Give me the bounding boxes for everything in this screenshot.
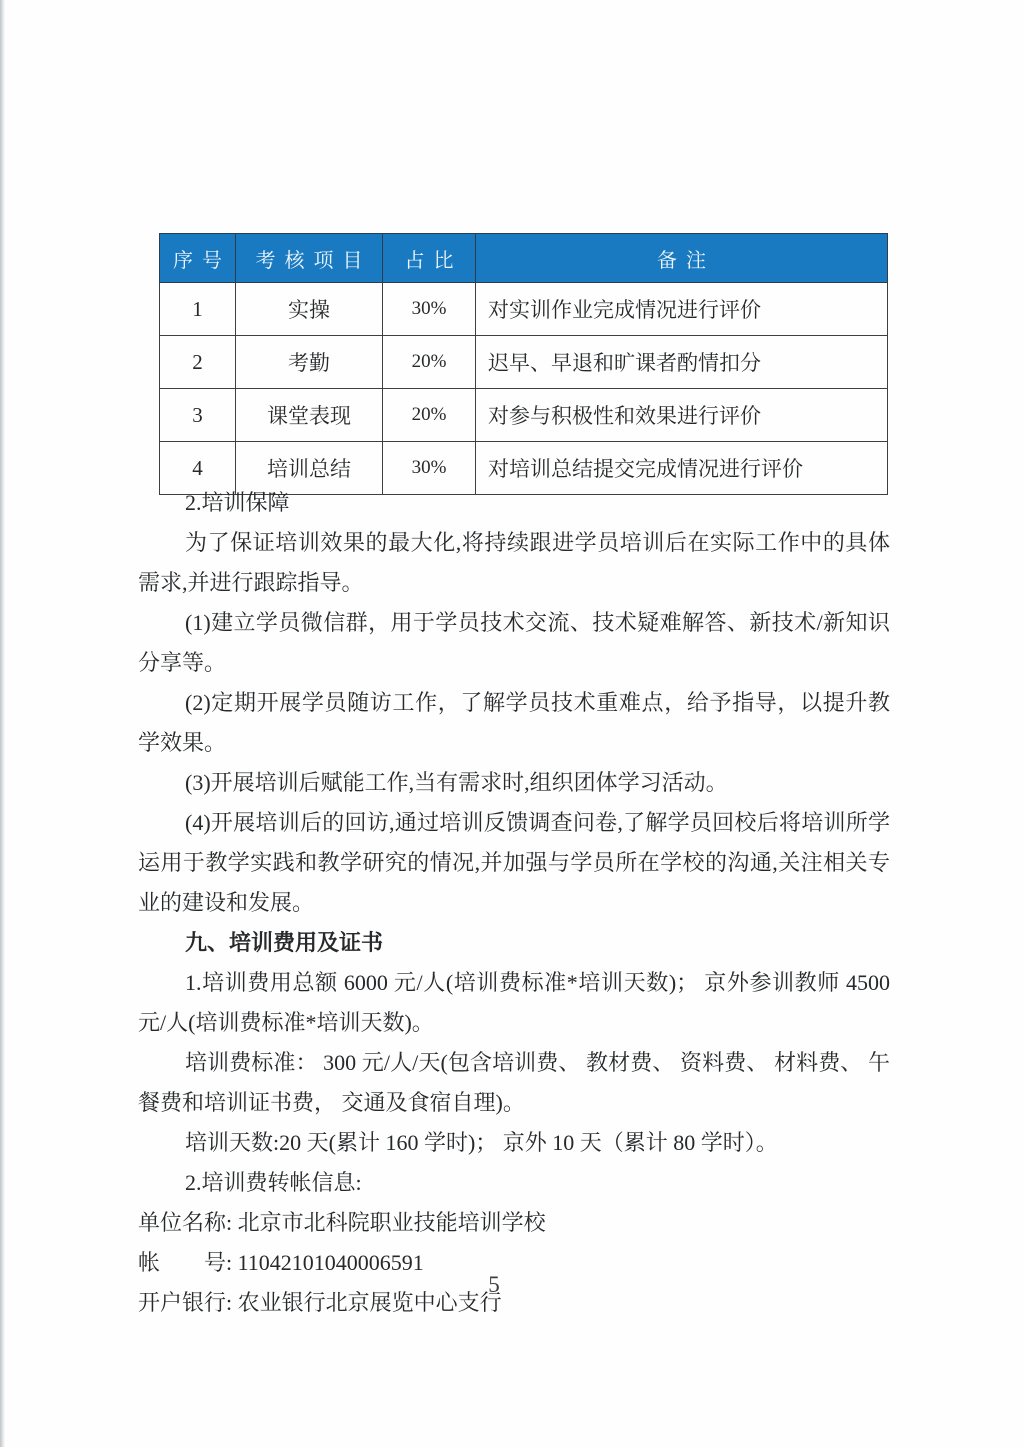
paragraph: (4)开展培训后的回访,通过培训反馈调查问卷,了解学员回校后将培训所学运用于教学实践和教学研究的情况,并加强与学员所在学校的沟通,关注相关专业的建设和发展。 [138,810,890,915]
table-header-row [160,234,888,283]
paragraph: 1.培训费用总额 6000 元/人(培训费标准*培训天数)； 京外参训教师 4500 元/人(培训费标准*培训天数)。 [138,970,890,1035]
paragraph: 2.培训费转帐信息: [185,1170,362,1195]
body-text [138,483,890,1323]
table-cell-item: 培训总结 [236,442,383,495]
table-cell-weight: 30% [383,442,476,495]
paragraph: (1)建立学员微信群，用于学员技术交流、技术疑难解答、新技术/新知识分享等。 [138,610,890,675]
table-cell-weight: 20% [383,389,476,442]
paragraph: 2.培训保障 [185,490,290,515]
table-header-cell: 备注 [476,234,888,283]
table-body [160,283,888,495]
scan-edge-shadow [0,0,5,1447]
table-row [160,389,888,442]
table-row [160,336,888,389]
table-cell-weight: 30% [383,283,476,336]
assessment-table [159,233,888,495]
page-number: 5 [488,1272,500,1297]
table-cell-remark: 对实训作业完成情况进行评价 [476,283,888,336]
table-cell-no: 2 [160,336,236,389]
table-cell-no: 1 [160,283,236,336]
paragraph: (3)开展培训后赋能工作,当有需求时,组织团体学习活动。 [185,770,728,795]
table-cell-remark: 对参与积极性和效果进行评价 [476,389,888,442]
paragraph: 培训天数:20 天(累计 160 学时)； 京外 10 天（累计 80 学时）。 [185,1130,778,1155]
table-cell-no: 4 [160,442,236,495]
table-header-cell: 考核项目 [236,234,383,283]
table-cell-item: 考勤 [236,336,383,389]
paragraph: 为了保证培训效果的最大化,将持续跟进学员培训后在实际工作中的具体需求,并进行跟踪指导。 [138,530,890,595]
paragraph: 帐 号: 11042101040006591 [138,1250,424,1275]
table-cell-weight: 20% [383,336,476,389]
table-cell-remark: 对培训总结提交完成情况进行评价 [476,442,888,495]
paragraph: 培训费标准： 300 元/人/天(包含培训费、 教材费、 资料费、 材料费、 午餐费和培训证书费， 交通及食宿自理)。 [138,1050,890,1115]
table-header-cell: 占比 [383,234,476,283]
table-cell-no: 3 [160,389,236,442]
table-cell-item: 实操 [236,283,383,336]
section-heading: 九、培训费用及证书 [185,930,384,955]
paragraph: 开户银行: 农业银行北京展览中心支行 [138,1290,502,1315]
table-row [160,283,888,336]
table-cell-item: 课堂表现 [236,389,383,442]
table-header-cell: 序号 [160,234,236,283]
paragraph: 单位名称: 北京市北科院职业技能培训学校 [138,1210,546,1235]
table-cell-remark: 迟早、早退和旷课者酌情扣分 [476,336,888,389]
paragraph: (2)定期开展学员随访工作，了解学员技术重难点，给予指导，以提升教学效果。 [138,690,890,755]
